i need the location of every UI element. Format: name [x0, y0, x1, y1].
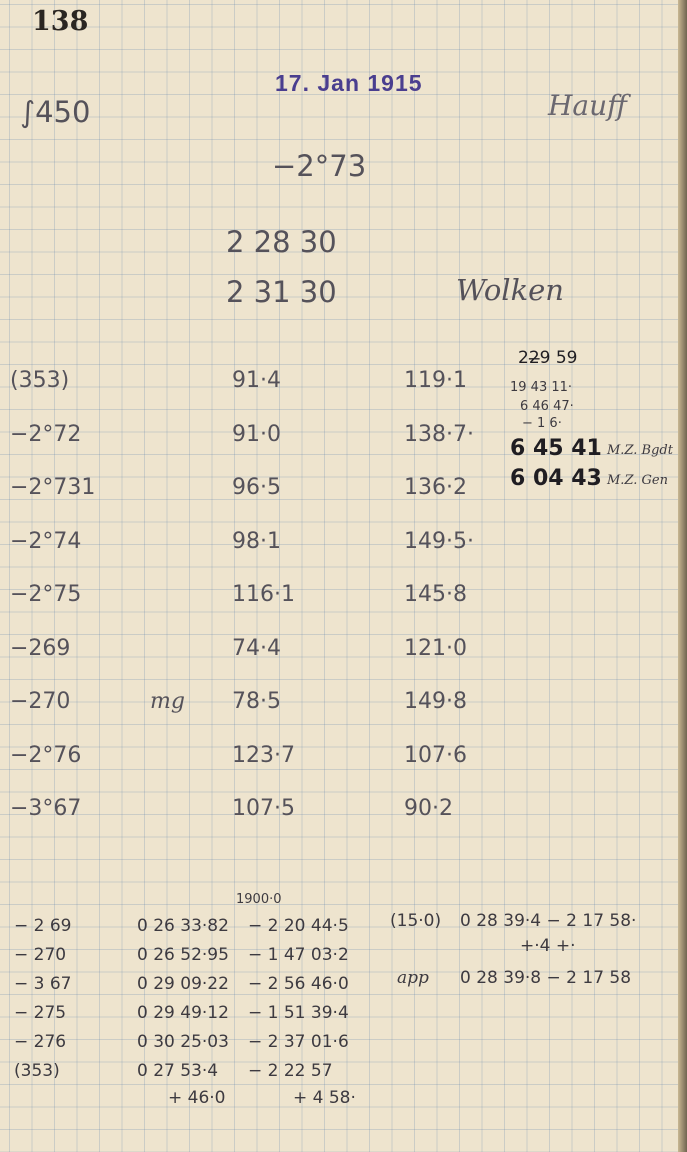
position-ra: 0 26 33·82 — [137, 916, 229, 936]
reading-value-b: 136·2 — [404, 475, 467, 500]
reading-star: −270 — [10, 689, 71, 714]
reading-star: −269 — [10, 635, 71, 661]
page-number: 138 — [32, 6, 89, 37]
reading-value-b: 149·8 — [404, 689, 467, 714]
title-value: −2°73 — [272, 149, 367, 183]
clock-line: − 1 6· — [522, 416, 562, 431]
position-star: − 3 67 — [14, 974, 72, 994]
position-star: − 276 — [14, 1032, 67, 1052]
reading-star: −2°731 — [10, 475, 96, 500]
clock-line: 6 46 47· — [520, 399, 574, 414]
clock-line: 19 43 11· — [510, 380, 573, 395]
result-correction: +·4 +· — [520, 936, 576, 956]
reading-star: −2°75 — [10, 582, 82, 607]
clock-label: M.Z. Gen — [607, 473, 668, 488]
reading-value-b: 121·0 — [404, 635, 467, 661]
clock-label: M.Z. Bgdt — [607, 443, 673, 458]
clock-line: 22̶9 59 — [518, 348, 578, 368]
time-reading-2: 2 31 30 — [226, 275, 337, 309]
reading-value-b: 119·1 — [404, 368, 467, 393]
reading-value-a: 91·0 — [232, 421, 281, 447]
app-result-line: 0 28 39·8 − 2 17 58 — [460, 968, 632, 988]
position-ra: 0 27 53·4 — [137, 1061, 219, 1081]
notebook-spine — [678, 0, 687, 1152]
result-line: 0 28 39·4 − 2 17 58· — [460, 911, 637, 931]
position-dec: − 1 47 03·2 — [248, 945, 349, 965]
reading-note: mg — [150, 689, 185, 714]
position-star: − 2 69 — [14, 916, 72, 936]
position-dec: − 2 22 57 — [248, 1061, 333, 1081]
position-dec: − 2 56 46·0 — [248, 974, 349, 994]
reading-value-b: 145·8 — [404, 582, 467, 607]
position-ra: 0 29 49·12 — [137, 1003, 229, 1023]
position-dec: − 2 20 44·5 — [248, 916, 349, 936]
position-star: (353) — [14, 1061, 60, 1081]
reading-value-b: 149·5· — [404, 528, 474, 554]
reading-value-a: 91·4 — [232, 368, 281, 393]
position-ra: 0 30 25·03 — [137, 1032, 229, 1052]
position-dec: − 1 51 39·4 — [248, 1003, 349, 1023]
clock-line: 6 45 41 — [510, 436, 602, 461]
position-ra: 0 29 09·22 — [137, 974, 229, 994]
reading-value-a: 123·7 — [232, 742, 295, 768]
reading-value-b: 107·6 — [404, 742, 467, 768]
reading-star: (353) — [10, 368, 70, 393]
reading-value-b: 138·7· — [404, 421, 474, 447]
signature: Hauff — [548, 89, 627, 122]
reading-value-a: 74·4 — [232, 635, 281, 661]
reading-value-a: 107·5 — [232, 796, 295, 821]
position-star: − 270 — [14, 945, 67, 965]
reading-value-a: 98·1 — [232, 528, 281, 554]
reading-value-a: 96·5 — [232, 475, 281, 500]
epoch-label: 1900·0 — [236, 892, 282, 907]
reading-star: −2°76 — [10, 742, 82, 768]
integral-label: ∫450 — [20, 95, 91, 129]
reading-value-a: 78·5 — [232, 689, 281, 714]
reading-value-b: 90·2 — [404, 796, 453, 821]
reading-star: −2°74 — [10, 528, 82, 554]
position-ra: 0 26 52·95 — [137, 945, 229, 965]
dec-correction: + 4 58· — [293, 1088, 356, 1108]
clock-line: 6 04 43 — [510, 466, 602, 491]
position-dec: − 2 37 01·6 — [248, 1032, 349, 1052]
result-label: (15·0) — [390, 911, 442, 931]
app-label: app — [397, 968, 429, 988]
reading-star: −2°72 — [10, 421, 82, 447]
position-star: − 275 — [14, 1003, 67, 1023]
reading-star: −3°67 — [10, 796, 82, 821]
ra-correction: + 46·0 — [168, 1088, 226, 1108]
date-stamp: 17. Jan 1915 — [275, 70, 423, 96]
reading-value-a: 116·1 — [232, 582, 295, 607]
weather-note: Wolken — [456, 273, 564, 307]
time-reading-1: 2 28 30 — [226, 225, 337, 259]
